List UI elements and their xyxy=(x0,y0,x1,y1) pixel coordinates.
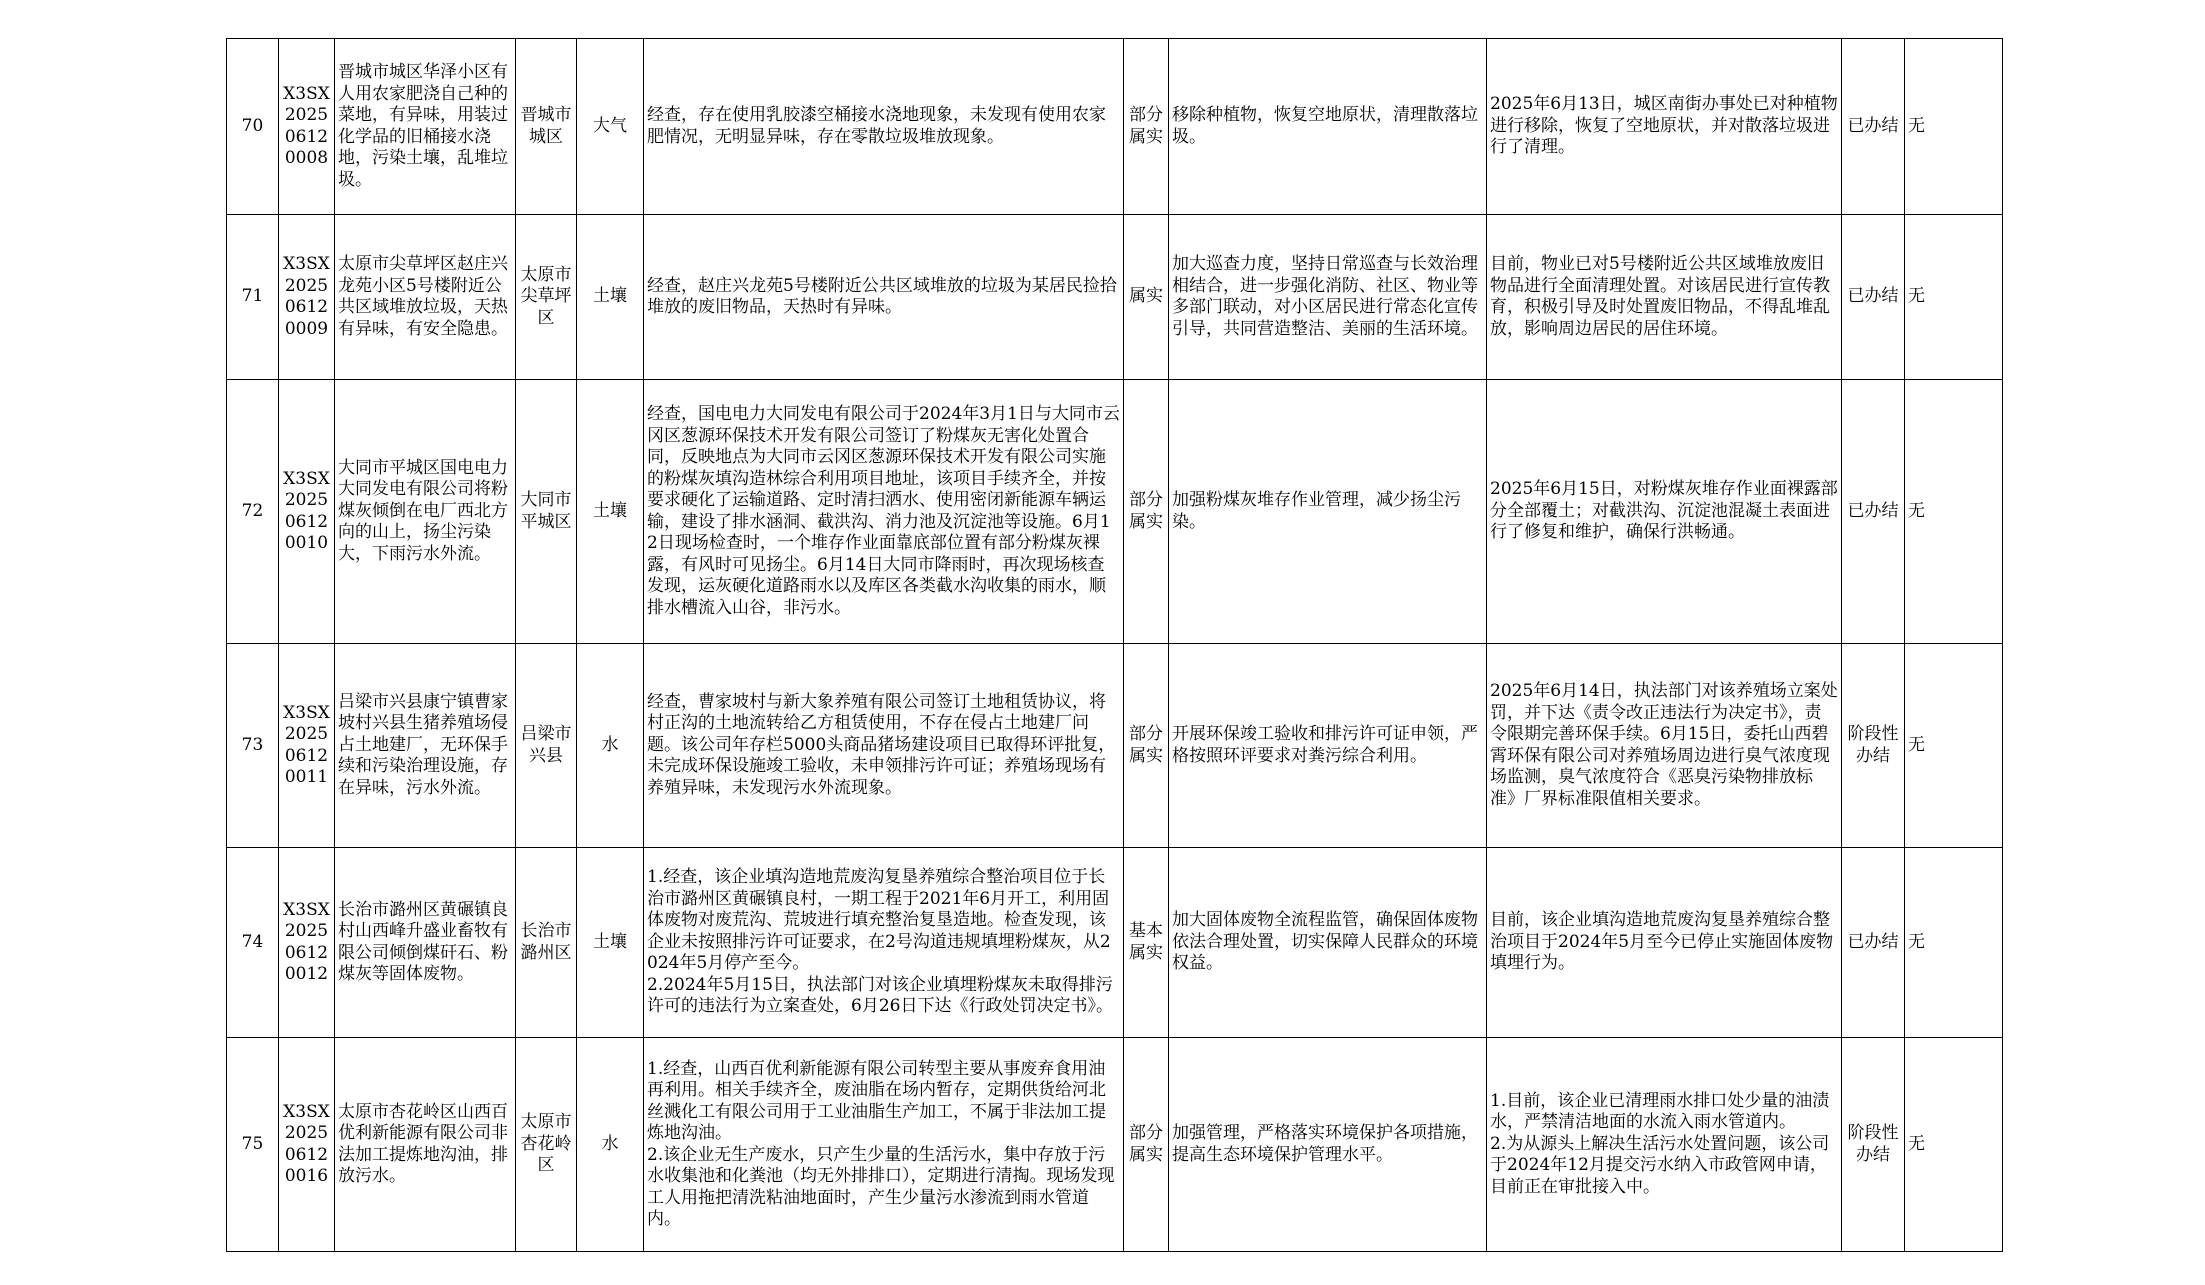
rectification-progress: 目前，物业已对5号楼附近公共区域堆放废旧物品进行全面清理处置。对该居民进行宣传教育，积极引导及时处置废旧物品，不得乱堆乱放，影响周边居民的居住环境。 xyxy=(1487,215,1842,380)
handling-status: 已办结 xyxy=(1842,848,1905,1038)
verdict: 部分属实 xyxy=(1124,644,1169,848)
pollution-type: 土壤 xyxy=(577,848,644,1038)
rectification-measures: 加强管理，严格落实环境保护各项措施，提高生态环境保护管理水平。 xyxy=(1169,1038,1487,1252)
table-row xyxy=(227,848,2003,1038)
remark: 无 xyxy=(1905,848,2003,1038)
issue-description: 太原市杏花岭区山西百优利新能源有限公司非法加工提炼地沟油，排放污水。 xyxy=(335,1038,516,1252)
table-row xyxy=(227,380,2003,644)
verdict: 部分属实 xyxy=(1124,39,1169,215)
region: 吕梁市兴县 xyxy=(516,644,577,848)
investigation-result: 经查，存在使用乳胶漆空桶接水浇地现象，未发现有使用农家肥情况，无明显异味，存在零散垃圾堆放现象。 xyxy=(644,39,1124,215)
case-code: X3SX202506120011 xyxy=(279,644,335,848)
investigation-result: 1.经查，该企业填沟造地荒废沟复垦养殖综合整治项目位于长治市潞州区黄碾镇良村，一期工程于2021年6月开工，利用固体废物对废荒沟、荒坡进行填充整治复垦造地。检查发现，该企业未按照排污许可证要求，在2号沟道违规填埋粉煤灰，从2024年5月停产至今。 2.2024年5月15日，执法部门对该企业填埋粉煤灰未取得排污许可的违法行为立案查处，6月26日下达《行政处罚决定书》。 xyxy=(644,848,1124,1038)
row-number: 72 xyxy=(227,380,279,644)
investigation-result: 1.经查，山西百优利新能源有限公司转型主要从事废弃食用油再利用。相关手续齐全，废油脂在场内暂存，定期供货给河北丝溅化工有限公司用于工业油脂生产加工，不属于非法加工提炼地沟油。 2.该企业无生产废水，只产生少量的生活污水，集中存放于污水收集池和化粪池（均无外排排口），定期进行清掏。现场发现工人用拖把清洗粘油地面时，产生少量污水渗流到雨水管道内。 xyxy=(644,1038,1124,1252)
investigation-result: 经查，赵庄兴龙苑5号楼附近公共区域堆放的垃圾为某居民捡拾堆放的废旧物品，天热时有异味。 xyxy=(644,215,1124,380)
region: 太原市尖草坪区 xyxy=(516,215,577,380)
handling-status: 已办结 xyxy=(1842,215,1905,380)
issue-description: 长治市潞州区黄碾镇良村山西峰升盛业畜牧有限公司倾倒煤矸石、粉煤灰等固体废物。 xyxy=(335,848,516,1038)
rectification-measures: 移除种植物，恢复空地原状，清理散落垃圾。 xyxy=(1169,39,1487,215)
case-code: X3SX202506120016 xyxy=(279,1038,335,1252)
row-number: 71 xyxy=(227,215,279,380)
table-row xyxy=(227,39,2003,215)
rectification-measures: 加强粉煤灰堆存作业管理，减少扬尘污染。 xyxy=(1169,380,1487,644)
rectification-measures: 加大巡查力度，坚持日常巡查与长效治理相结合，进一步强化消防、社区、物业等多部门联动，对小区居民进行常态化宣传引导，共同营造整洁、美丽的生活环境。 xyxy=(1169,215,1487,380)
region: 太原市杏花岭区 xyxy=(516,1038,577,1252)
table-row xyxy=(227,215,2003,380)
row-number: 75 xyxy=(227,1038,279,1252)
handling-status: 阶段性办结 xyxy=(1842,644,1905,848)
case-code: X3SX202506120009 xyxy=(279,215,335,380)
pollution-type: 水 xyxy=(577,644,644,848)
verdict: 部分属实 xyxy=(1124,380,1169,644)
row-number: 70 xyxy=(227,39,279,215)
verdict: 部分属实 xyxy=(1124,1038,1169,1252)
verdict: 属实 xyxy=(1124,215,1169,380)
investigation-result: 经查，国电电力大同发电有限公司于2024年3月1日与大同市云冈区葱源环保技术开发有限公司签订了粉煤灰无害化处置合同，反映地点为大同市云冈区葱源环保技术开发有限公司实施的粉煤灰填沟造林综合利用项目地址，该项目手续齐全，并按要求硬化了运输道路、定时清扫洒水、使用密闭新能源车辆运输，建设了排水涵洞、截洪沟、消力池及沉淀池等设施。6月12日现场检查时，一个堆存作业面靠底部位置有部分粉煤灰裸露，有风时可见扬尘。6月14日大同市降雨时，再次现场核查发现，运灰硬化道路雨水以及库区各类截水沟收集的雨水，顺排水槽流入山谷，非污水。 xyxy=(644,380,1124,644)
remark: 无 xyxy=(1905,380,2003,644)
rectification-progress: 2025年6月15日，对粉煤灰堆存作业面裸露部分全部覆土；对截洪沟、沉淀池混凝土表面进行了修复和维护，确保行洪畅通。 xyxy=(1487,380,1842,644)
handling-status: 已办结 xyxy=(1842,39,1905,215)
handling-status: 阶段性办结 xyxy=(1842,1038,1905,1252)
handling-status: 已办结 xyxy=(1842,380,1905,644)
issue-description: 吕梁市兴县康宁镇曹家坡村兴县生猪养殖场侵占土地建厂，无环保手续和污染治理设施，存在异味，污水外流。 xyxy=(335,644,516,848)
investigation-result: 经查，曹家坡村与新大象养殖有限公司签订土地租赁协议，将村正沟的土地流转给乙方租赁使用，不存在侵占土地建厂问题。该公司年存栏5000头商品猪场建设项目已取得环评批复，未完成环保设施竣工验收，未申领排污许可证；养殖场现场有养殖异味，未发现污水外流现象。 xyxy=(644,644,1124,848)
region: 大同市平城区 xyxy=(516,380,577,644)
region: 晋城市城区 xyxy=(516,39,577,215)
remark: 无 xyxy=(1905,39,2003,215)
row-number: 73 xyxy=(227,644,279,848)
pollution-type: 土壤 xyxy=(577,215,644,380)
table-body xyxy=(227,39,2003,1252)
issue-description: 晋城市城区华泽小区有人用农家肥浇自己种的菜地，有异味，用装过化学品的旧桶接水浇地，污染土壤，乱堆垃圾。 xyxy=(335,39,516,215)
region: 长治市潞州区 xyxy=(516,848,577,1038)
case-code: X3SX202506120008 xyxy=(279,39,335,215)
rectification-measures: 加大固体废物全流程监管，确保固体废物依法合理处置，切实保障人民群众的环境权益。 xyxy=(1169,848,1487,1038)
issue-description: 大同市平城区国电电力大同发电有限公司将粉煤灰倾倒在电厂西北方向的山上，扬尘污染大，下雨污水外流。 xyxy=(335,380,516,644)
case-code: X3SX202506120012 xyxy=(279,848,335,1038)
rectification-progress: 2025年6月13日，城区南街办事处已对种植物进行移除，恢复了空地原状，并对散落垃圾进行了清理。 xyxy=(1487,39,1842,215)
table-row xyxy=(227,644,2003,848)
rectification-progress: 2025年6月14日，执法部门对该养殖场立案处罚，并下达《责令改正违法行为决定书》，责令限期完善环保手续。6月15日，委托山西碧霄环保有限公司对养殖场周边进行臭气浓度现场监测，臭气浓度符合《恶臭污染物排放标准》厂界标准限值相关要求。 xyxy=(1487,644,1842,848)
case-code: X3SX202506120010 xyxy=(279,380,335,644)
pollution-type: 水 xyxy=(577,1038,644,1252)
verdict: 基本属实 xyxy=(1124,848,1169,1038)
remark: 无 xyxy=(1905,1038,2003,1252)
row-number: 74 xyxy=(227,848,279,1038)
pollution-type: 大气 xyxy=(577,39,644,215)
table-row xyxy=(227,1038,2003,1252)
complaint-table xyxy=(226,38,2003,1252)
rectification-progress: 目前，该企业填沟造地荒废沟复垦养殖综合整治项目于2024年5月至今已停止实施固体废物填埋行为。 xyxy=(1487,848,1842,1038)
rectification-progress: 1.目前，该企业已清理雨水排口处少量的油渍水，严禁清洁地面的水流入雨水管道内。 2.为从源头上解决生活污水处置问题，该公司于2024年12月提交污水纳入市政管网申请，目前正在审批接入中。 xyxy=(1487,1038,1842,1252)
remark: 无 xyxy=(1905,644,2003,848)
remark: 无 xyxy=(1905,215,2003,380)
rectification-measures: 开展环保竣工验收和排污许可证申领，严格按照环评要求对粪污综合利用。 xyxy=(1169,644,1487,848)
issue-description: 太原市尖草坪区赵庄兴龙苑小区5号楼附近公共区域堆放垃圾，天热有异味，有安全隐患。 xyxy=(335,215,516,380)
pollution-type: 土壤 xyxy=(577,380,644,644)
